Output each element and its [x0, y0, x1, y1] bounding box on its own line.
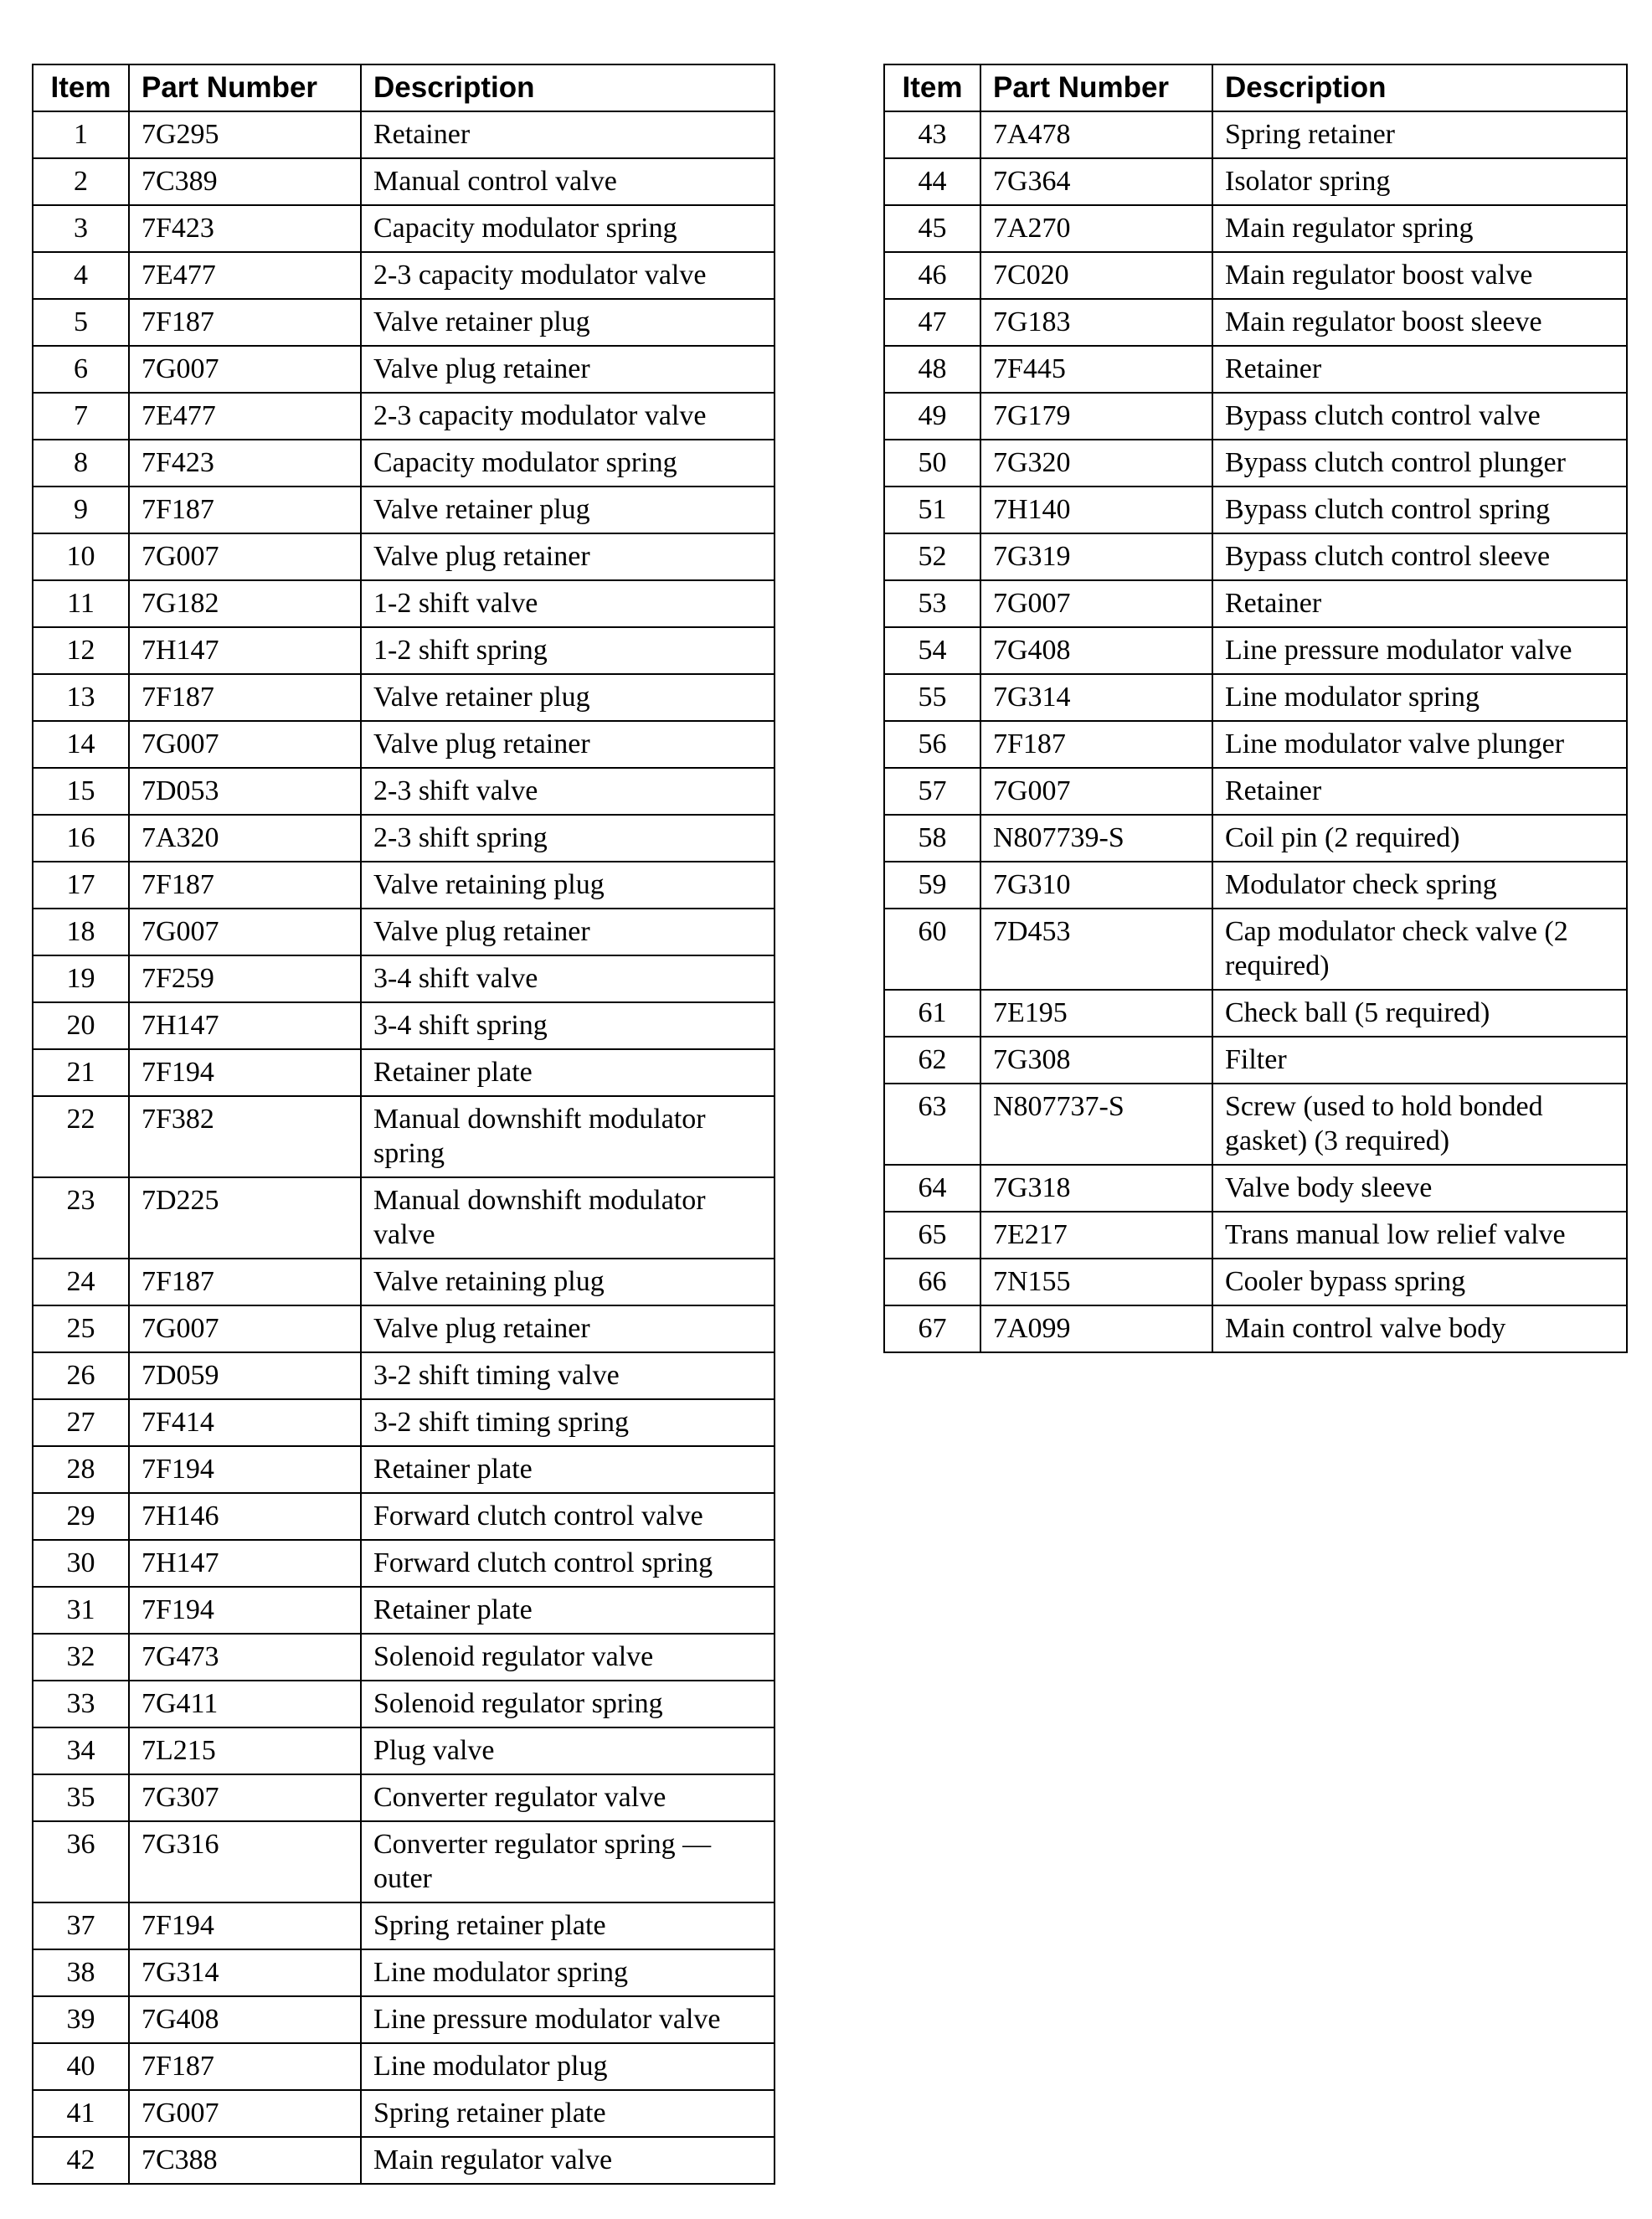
- item-cell: 38: [33, 1949, 129, 1996]
- item-cell: 37: [33, 1902, 129, 1949]
- table-row: [33, 2137, 775, 2184]
- table-row: [33, 1352, 775, 1399]
- table-row: [884, 533, 1627, 580]
- description-cell: Coil pin (2 required): [1212, 815, 1627, 862]
- description-cell: Spring retainer plate: [361, 2090, 775, 2137]
- item-cell: 64: [884, 1165, 980, 1212]
- item-cell: 10: [33, 533, 129, 580]
- item-cell: 3: [33, 205, 129, 252]
- table-row: [884, 205, 1627, 252]
- parts-table-left: [32, 64, 775, 2185]
- table-row: [884, 1305, 1627, 1352]
- part-number-cell: 7G183: [980, 299, 1212, 346]
- part-number-cell: 7G310: [980, 862, 1212, 909]
- table-row: [884, 299, 1627, 346]
- part-number-header: Part Number: [129, 64, 361, 111]
- table-row: [884, 158, 1627, 205]
- part-number-cell: N807737-S: [980, 1084, 1212, 1165]
- table-row: [33, 815, 775, 862]
- part-number-cell: 7F445: [980, 346, 1212, 393]
- item-cell: 12: [33, 627, 129, 674]
- part-number-cell: N807739-S: [980, 815, 1212, 862]
- description-cell: Valve plug retainer: [361, 1305, 775, 1352]
- description-cell: Manual downshift modulator spring: [361, 1096, 775, 1177]
- item-header: Item: [884, 64, 980, 111]
- part-number-cell: 7F187: [980, 721, 1212, 768]
- part-number-cell: 7F382: [129, 1096, 361, 1177]
- item-cell: 63: [884, 1084, 980, 1165]
- table-row: [33, 1096, 775, 1177]
- item-cell: 51: [884, 487, 980, 533]
- item-cell: 41: [33, 2090, 129, 2137]
- part-number-cell: 7F414: [129, 1399, 361, 1446]
- description-cell: Line pressure modulator valve: [361, 1996, 775, 2043]
- table-row: [33, 1774, 775, 1821]
- table-row: [33, 158, 775, 205]
- part-number-cell: 7F423: [129, 205, 361, 252]
- item-cell: 60: [884, 909, 980, 990]
- part-number-cell: 7G473: [129, 1634, 361, 1681]
- table-row: [33, 955, 775, 1002]
- description-cell: Solenoid regulator spring: [361, 1681, 775, 1727]
- description-cell: Valve retainer plug: [361, 487, 775, 533]
- part-number-cell: 7F187: [129, 299, 361, 346]
- description-cell: Retainer plate: [361, 1446, 775, 1493]
- table-row: [33, 1049, 775, 1096]
- table-row: [884, 721, 1627, 768]
- item-cell: 11: [33, 580, 129, 627]
- item-cell: 30: [33, 1540, 129, 1587]
- table-row: [884, 252, 1627, 299]
- table-row: [33, 1493, 775, 1540]
- description-cell: Main regulator valve: [361, 2137, 775, 2184]
- item-cell: 16: [33, 815, 129, 862]
- description-cell: Spring retainer: [1212, 111, 1627, 158]
- description-cell: Retainer: [1212, 346, 1627, 393]
- part-number-cell: 7C389: [129, 158, 361, 205]
- table-row: [33, 1996, 775, 2043]
- item-cell: 42: [33, 2137, 129, 2184]
- table-row: [33, 1821, 775, 1902]
- description-cell: Bypass clutch control valve: [1212, 393, 1627, 440]
- item-header: Item: [33, 64, 129, 111]
- table-row: [33, 533, 775, 580]
- part-number-cell: 7G295: [129, 111, 361, 158]
- table-row: [33, 627, 775, 674]
- description-cell: Line modulator valve plunger: [1212, 721, 1627, 768]
- table-row: [884, 1259, 1627, 1305]
- part-number-cell: 7G314: [980, 674, 1212, 721]
- item-cell: 2: [33, 158, 129, 205]
- part-number-cell: 7F194: [129, 1902, 361, 1949]
- part-number-cell: 7A270: [980, 205, 1212, 252]
- description-cell: Isolator spring: [1212, 158, 1627, 205]
- description-cell: Bypass clutch control sleeve: [1212, 533, 1627, 580]
- item-cell: 46: [884, 252, 980, 299]
- part-number-cell: 7D059: [129, 1352, 361, 1399]
- part-number-cell: 7F187: [129, 674, 361, 721]
- table-row: [884, 393, 1627, 440]
- description-cell: Cap modulator check valve (2 required): [1212, 909, 1627, 990]
- description-cell: Retainer: [1212, 580, 1627, 627]
- item-cell: 4: [33, 252, 129, 299]
- table-row: [33, 440, 775, 487]
- description-cell: Cooler bypass spring: [1212, 1259, 1627, 1305]
- part-number-cell: 7F259: [129, 955, 361, 1002]
- description-cell: Modulator check spring: [1212, 862, 1627, 909]
- description-cell: Line modulator spring: [361, 1949, 775, 1996]
- part-number-cell: 7G007: [980, 580, 1212, 627]
- description-cell: 2-3 shift valve: [361, 768, 775, 815]
- table-row: [33, 393, 775, 440]
- item-cell: 28: [33, 1446, 129, 1493]
- table-row: [33, 1634, 775, 1681]
- table-row: [33, 909, 775, 955]
- table-row: [884, 627, 1627, 674]
- item-cell: 48: [884, 346, 980, 393]
- part-number-cell: 7G308: [980, 1037, 1212, 1084]
- table-row: [33, 1587, 775, 1634]
- part-number-cell: 7H146: [129, 1493, 361, 1540]
- part-number-cell: 7N155: [980, 1259, 1212, 1305]
- part-number-cell: 7D053: [129, 768, 361, 815]
- description-cell: 2-3 shift spring: [361, 815, 775, 862]
- item-cell: 65: [884, 1212, 980, 1259]
- item-cell: 62: [884, 1037, 980, 1084]
- item-cell: 67: [884, 1305, 980, 1352]
- item-cell: 34: [33, 1727, 129, 1774]
- part-number-cell: 7A320: [129, 815, 361, 862]
- part-number-cell: 7D453: [980, 909, 1212, 990]
- part-number-cell: 7G408: [980, 627, 1212, 674]
- table-row: [33, 205, 775, 252]
- part-number-cell: 7E477: [129, 393, 361, 440]
- description-header: Description: [361, 64, 775, 111]
- table-row: [33, 1681, 775, 1727]
- description-cell: Main control valve body: [1212, 1305, 1627, 1352]
- part-number-cell: 7H147: [129, 1540, 361, 1587]
- part-number-cell: 7H140: [980, 487, 1212, 533]
- part-number-cell: 7G316: [129, 1821, 361, 1902]
- item-cell: 23: [33, 1177, 129, 1259]
- part-number-cell: 7A099: [980, 1305, 1212, 1352]
- description-cell: Filter: [1212, 1037, 1627, 1084]
- item-cell: 66: [884, 1259, 980, 1305]
- description-cell: Valve retaining plug: [361, 1259, 775, 1305]
- description-cell: 1-2 shift valve: [361, 580, 775, 627]
- description-cell: Trans manual low relief valve: [1212, 1212, 1627, 1259]
- description-cell: Capacity modulator spring: [361, 205, 775, 252]
- item-cell: 57: [884, 768, 980, 815]
- part-number-cell: 7G408: [129, 1996, 361, 2043]
- item-cell: 61: [884, 990, 980, 1037]
- item-cell: 18: [33, 909, 129, 955]
- item-cell: 6: [33, 346, 129, 393]
- item-cell: 17: [33, 862, 129, 909]
- table-row: [33, 674, 775, 721]
- part-number-cell: 7C388: [129, 2137, 361, 2184]
- description-cell: Main regulator boost sleeve: [1212, 299, 1627, 346]
- description-cell: 3-4 shift spring: [361, 1002, 775, 1049]
- item-cell: 21: [33, 1049, 129, 1096]
- description-cell: Line pressure modulator valve: [1212, 627, 1627, 674]
- part-number-header: Part Number: [980, 64, 1212, 111]
- description-cell: Valve body sleeve: [1212, 1165, 1627, 1212]
- description-cell: Manual control valve: [361, 158, 775, 205]
- part-number-cell: 7H147: [129, 1002, 361, 1049]
- item-cell: 33: [33, 1681, 129, 1727]
- item-cell: 29: [33, 1493, 129, 1540]
- table-row: [884, 862, 1627, 909]
- part-number-cell: 7F187: [129, 2043, 361, 2090]
- table-row: [33, 580, 775, 627]
- item-cell: 24: [33, 1259, 129, 1305]
- description-cell: Plug valve: [361, 1727, 775, 1774]
- parts-table-right: [883, 64, 1628, 1353]
- item-cell: 32: [33, 1634, 129, 1681]
- item-cell: 15: [33, 768, 129, 815]
- table-row: [884, 909, 1627, 990]
- description-cell: 3-2 shift timing spring: [361, 1399, 775, 1446]
- table-row: [33, 111, 775, 158]
- part-number-cell: 7G364: [980, 158, 1212, 205]
- description-cell: Valve retaining plug: [361, 862, 775, 909]
- item-cell: 56: [884, 721, 980, 768]
- table-row: [884, 1165, 1627, 1212]
- description-cell: Valve plug retainer: [361, 346, 775, 393]
- item-cell: 39: [33, 1996, 129, 2043]
- description-cell: Retainer: [361, 111, 775, 158]
- header-row: [33, 64, 775, 111]
- parts-table-left-body: [33, 111, 775, 2184]
- part-number-cell: 7F187: [129, 487, 361, 533]
- table-row: [33, 299, 775, 346]
- description-cell: Valve retainer plug: [361, 299, 775, 346]
- part-number-cell: 7G182: [129, 580, 361, 627]
- item-cell: 54: [884, 627, 980, 674]
- table-row: [33, 2090, 775, 2137]
- item-cell: 8: [33, 440, 129, 487]
- item-cell: 47: [884, 299, 980, 346]
- item-cell: 14: [33, 721, 129, 768]
- item-cell: 22: [33, 1096, 129, 1177]
- description-cell: 3-4 shift valve: [361, 955, 775, 1002]
- description-cell: Manual downshift modulator valve: [361, 1177, 775, 1259]
- table-row: [884, 1084, 1627, 1165]
- item-cell: 43: [884, 111, 980, 158]
- part-number-cell: 7E477: [129, 252, 361, 299]
- part-number-cell: 7C020: [980, 252, 1212, 299]
- item-cell: 49: [884, 393, 980, 440]
- item-cell: 44: [884, 158, 980, 205]
- description-cell: Converter regulator valve: [361, 1774, 775, 1821]
- part-number-cell: 7G307: [129, 1774, 361, 1821]
- part-number-cell: 7G007: [129, 346, 361, 393]
- part-number-cell: 7G007: [129, 533, 361, 580]
- description-cell: Capacity modulator spring: [361, 440, 775, 487]
- part-number-cell: 7G319: [980, 533, 1212, 580]
- part-number-cell: 7F194: [129, 1587, 361, 1634]
- table-row: [884, 346, 1627, 393]
- item-cell: 45: [884, 205, 980, 252]
- table-row: [33, 1540, 775, 1587]
- description-cell: Line modulator plug: [361, 2043, 775, 2090]
- part-number-cell: 7G007: [129, 2090, 361, 2137]
- description-cell: Retainer plate: [361, 1587, 775, 1634]
- part-number-cell: 7L215: [129, 1727, 361, 1774]
- item-cell: 19: [33, 955, 129, 1002]
- part-number-cell: 7G007: [129, 1305, 361, 1352]
- part-number-cell: 7G007: [129, 721, 361, 768]
- table-row: [33, 1305, 775, 1352]
- part-number-cell: 7G320: [980, 440, 1212, 487]
- table-row: [33, 346, 775, 393]
- description-cell: Valve plug retainer: [361, 909, 775, 955]
- table-row: [884, 111, 1627, 158]
- description-cell: Forward clutch control spring: [361, 1540, 775, 1587]
- description-cell: 3-2 shift timing valve: [361, 1352, 775, 1399]
- part-number-cell: 7F194: [129, 1446, 361, 1493]
- header-row: [884, 64, 1627, 111]
- part-number-cell: 7F194: [129, 1049, 361, 1096]
- description-cell: Valve plug retainer: [361, 721, 775, 768]
- part-number-cell: 7E195: [980, 990, 1212, 1037]
- description-cell: Converter regulator spring — outer: [361, 1821, 775, 1902]
- table-row: [33, 768, 775, 815]
- table-row: [884, 1037, 1627, 1084]
- description-cell: Retainer plate: [361, 1049, 775, 1096]
- table-row: [884, 440, 1627, 487]
- table-row: [33, 1902, 775, 1949]
- part-number-cell: 7F187: [129, 1259, 361, 1305]
- item-cell: 31: [33, 1587, 129, 1634]
- description-cell: Valve plug retainer: [361, 533, 775, 580]
- table-row: [33, 2043, 775, 2090]
- item-cell: 53: [884, 580, 980, 627]
- description-cell: Forward clutch control valve: [361, 1493, 775, 1540]
- item-cell: 20: [33, 1002, 129, 1049]
- item-cell: 50: [884, 440, 980, 487]
- item-cell: 55: [884, 674, 980, 721]
- description-cell: Main regulator spring: [1212, 205, 1627, 252]
- part-number-cell: 7D225: [129, 1177, 361, 1259]
- table-row: [884, 674, 1627, 721]
- description-cell: Check ball (5 required): [1212, 990, 1627, 1037]
- description-header: Description: [1212, 64, 1627, 111]
- part-number-cell: 7G314: [129, 1949, 361, 1996]
- table-row: [33, 1002, 775, 1049]
- item-cell: 27: [33, 1399, 129, 1446]
- item-cell: 26: [33, 1352, 129, 1399]
- item-cell: 36: [33, 1821, 129, 1902]
- part-number-cell: 7G318: [980, 1165, 1212, 1212]
- table-row: [33, 1177, 775, 1259]
- part-number-cell: 7G411: [129, 1681, 361, 1727]
- item-cell: 1: [33, 111, 129, 158]
- table-row: [884, 1212, 1627, 1259]
- part-number-cell: 7F423: [129, 440, 361, 487]
- table-row: [33, 1399, 775, 1446]
- table-row: [33, 252, 775, 299]
- table-row: [33, 1259, 775, 1305]
- description-cell: Main regulator boost valve: [1212, 252, 1627, 299]
- part-number-cell: 7H147: [129, 627, 361, 674]
- item-cell: 35: [33, 1774, 129, 1821]
- description-cell: 2-3 capacity modulator valve: [361, 252, 775, 299]
- table-row: [33, 862, 775, 909]
- description-cell: Screw (used to hold bonded gasket) (3 required): [1212, 1084, 1627, 1165]
- description-cell: Bypass clutch control plunger: [1212, 440, 1627, 487]
- part-number-cell: 7E217: [980, 1212, 1212, 1259]
- item-cell: 7: [33, 393, 129, 440]
- table-row: [33, 1727, 775, 1774]
- part-number-cell: 7G007: [129, 909, 361, 955]
- part-number-cell: 7F187: [129, 862, 361, 909]
- description-cell: 2-3 capacity modulator valve: [361, 393, 775, 440]
- table-row: [33, 487, 775, 533]
- description-cell: Line modulator spring: [1212, 674, 1627, 721]
- item-cell: 13: [33, 674, 129, 721]
- item-cell: 25: [33, 1305, 129, 1352]
- item-cell: 52: [884, 533, 980, 580]
- table-row: [884, 990, 1627, 1037]
- description-cell: Solenoid regulator valve: [361, 1634, 775, 1681]
- table-row: [33, 1446, 775, 1493]
- table-row: [33, 721, 775, 768]
- table-row: [884, 487, 1627, 533]
- description-cell: Valve retainer plug: [361, 674, 775, 721]
- description-cell: Spring retainer plate: [361, 1902, 775, 1949]
- description-cell: 1-2 shift spring: [361, 627, 775, 674]
- item-cell: 5: [33, 299, 129, 346]
- part-number-cell: 7A478: [980, 111, 1212, 158]
- item-cell: 59: [884, 862, 980, 909]
- part-number-cell: 7G179: [980, 393, 1212, 440]
- item-cell: 40: [33, 2043, 129, 2090]
- description-cell: Retainer: [1212, 768, 1627, 815]
- table-row: [884, 815, 1627, 862]
- item-cell: 9: [33, 487, 129, 533]
- item-cell: 58: [884, 815, 980, 862]
- description-cell: Bypass clutch control spring: [1212, 487, 1627, 533]
- table-row: [884, 768, 1627, 815]
- table-row: [33, 1949, 775, 1996]
- parts-table-right-body: [884, 111, 1627, 1352]
- table-row: [884, 580, 1627, 627]
- part-number-cell: 7G007: [980, 768, 1212, 815]
